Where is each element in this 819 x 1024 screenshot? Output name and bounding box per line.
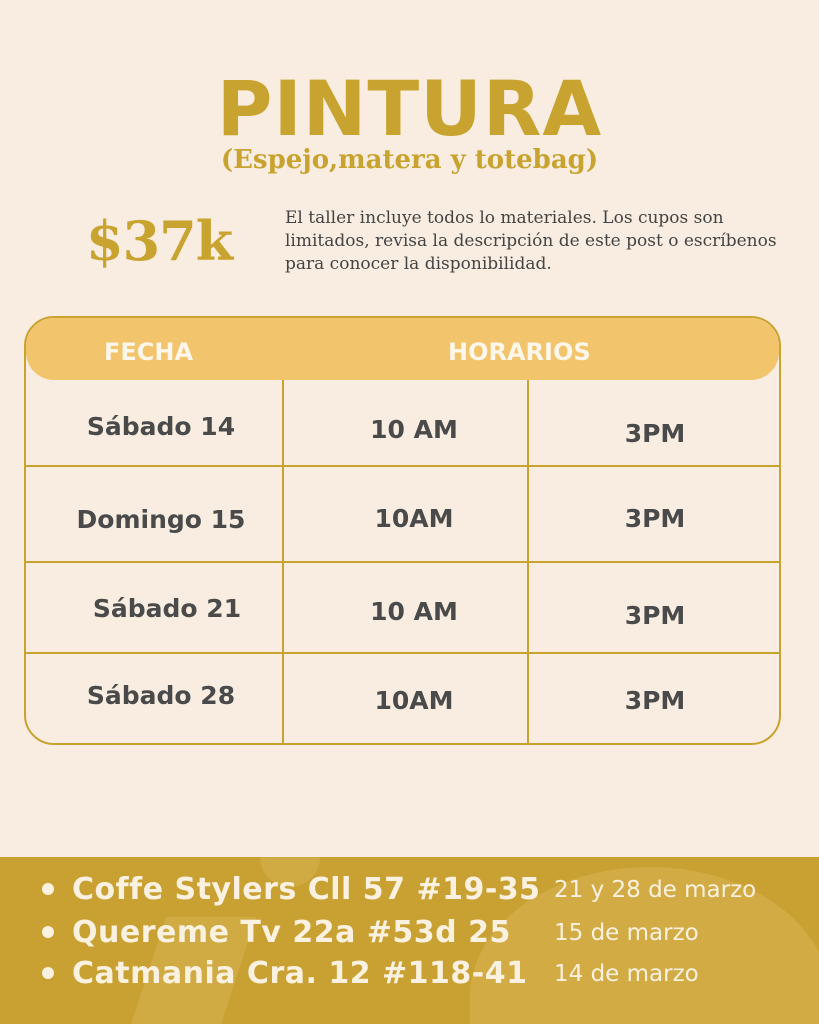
row-afternoon-time: 3PM [624, 419, 686, 448]
location-dates: 15 de marzo [554, 920, 699, 946]
row-divider [26, 465, 779, 467]
table-header [26, 318, 779, 380]
locations-footer [0, 857, 819, 1024]
location-dates: 21 y 28 de marzo [554, 877, 757, 903]
row-afternoon-time: 3PM [624, 504, 686, 533]
bullet-icon [42, 883, 54, 895]
location-address: Catmania Cra. 12 #118-41 [72, 956, 528, 991]
row-divider [26, 652, 779, 654]
row-afternoon-time: 3PM [624, 601, 686, 630]
location-item [42, 870, 802, 910]
row-date: Domingo 15 [76, 505, 246, 534]
row-afternoon-time: 3PM [624, 686, 686, 715]
row-date: Sábado 21 [92, 594, 242, 623]
bullet-icon [42, 967, 54, 979]
location-address: Coffe Stylers Cll 57 #19-35 [72, 872, 541, 907]
header-times: HORARIOS [448, 338, 591, 366]
row-date: Sábado 28 [86, 681, 236, 710]
location-item [42, 913, 802, 953]
location-address: Quereme Tv 22a #53d 25 [72, 915, 511, 950]
page-subtitle: (Espejo,matera y totebag) [220, 145, 599, 175]
row-date: Sábado 14 [86, 412, 236, 441]
location-item [42, 954, 802, 994]
page-title: PINTURA [216, 64, 603, 153]
description-text: El taller incluye todos lo materiales. Los cupos son limitados, revisa la descripción de este post o escríbenos para conocer la disponibilidad. [285, 208, 777, 274]
row-morning-time: 10 AM [370, 415, 458, 444]
row-morning-time: 10AM [374, 504, 454, 533]
price-label: $37k [86, 209, 233, 273]
row-morning-time: 10AM [374, 686, 454, 715]
bullet-icon [42, 926, 54, 938]
row-morning-time: 10 AM [370, 597, 458, 626]
schedule-table [24, 316, 781, 745]
location-dates: 14 de marzo [554, 961, 699, 987]
row-divider [26, 561, 779, 563]
header-date: FECHA [104, 338, 194, 366]
